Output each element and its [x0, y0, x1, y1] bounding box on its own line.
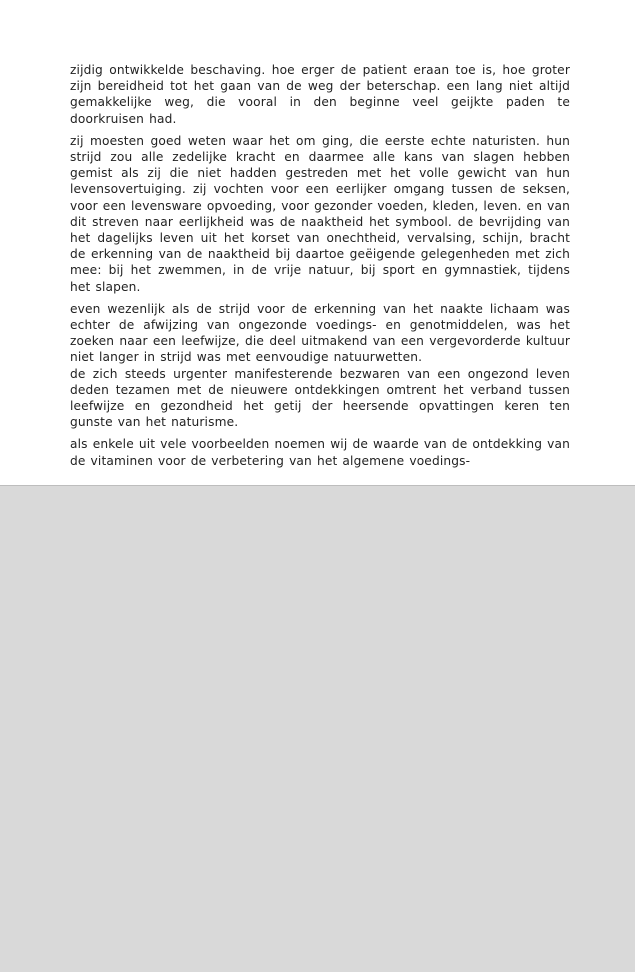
paragraph-5: als enkele uit vele voorbeelden noemen wij de waarde van de ontdekking van de vitaminen voor de verbetering van het algemene voedings- — [70, 437, 570, 468]
paragraph-1: zijdig ontwikkelde beschaving. hoe erger de patient eraan toe is, hoe groter zijn bereidheid tot het gaan van de weg der beterschap. een lang niet altijd gemakkelijke weg, die vooral in den beginne veel geijkte paden te doorkruisen had. — [70, 63, 570, 126]
paragraph-4: de zich steeds urgenter manifesterende bezwaren van een ongezond leven deden tezamen met de nieuwere ontdekkingen omtrent het verband tussen leefwijze en gezondheid het getij der heersende opvattingen keren ten gunste van het naturisme. — [70, 366, 570, 430]
photo-placeholder — [0, 485, 635, 972]
body-text — [70, 62, 570, 475]
paragraph-2: zij moesten goed weten waar het om ging, die eerste echte naturisten. hun strijd zou alle zedelijke kracht en daarmee alle kans van slagen hebben gemist als zij die niet hadden gestreden met het volle gewicht van hun levensovertuiging. zij vochten voor een eerlijker omgang tussen de seksen, voor een levensware opvoeding, voor gezonder voeden, kleden, leven. en van dit streven naar eerlijkheid was de naaktheid het symbool. de bevrijding van het dagelijks leven uit het korset van onechtheid, vervalsing, schijn, bracht de erkenning van de naaktheid bij daartoe geëigende gelegenheden met zich mee: bij het zwemmen, in de vrije natuur, bij sport en gymnastiek, tijdens het slapen. — [70, 133, 570, 294]
paragraph-3: even wezenlijk als de strijd voor de erkenning van het naakte lichaam was echter de afwijzing van ongezonde voedings- en genotmiddelen, was het zoeken naar een leefwijze, die deel uitmakend van een vergevorderde kultuur niet langer in strijd was met eenvoudige natuurwetten. — [70, 301, 570, 365]
